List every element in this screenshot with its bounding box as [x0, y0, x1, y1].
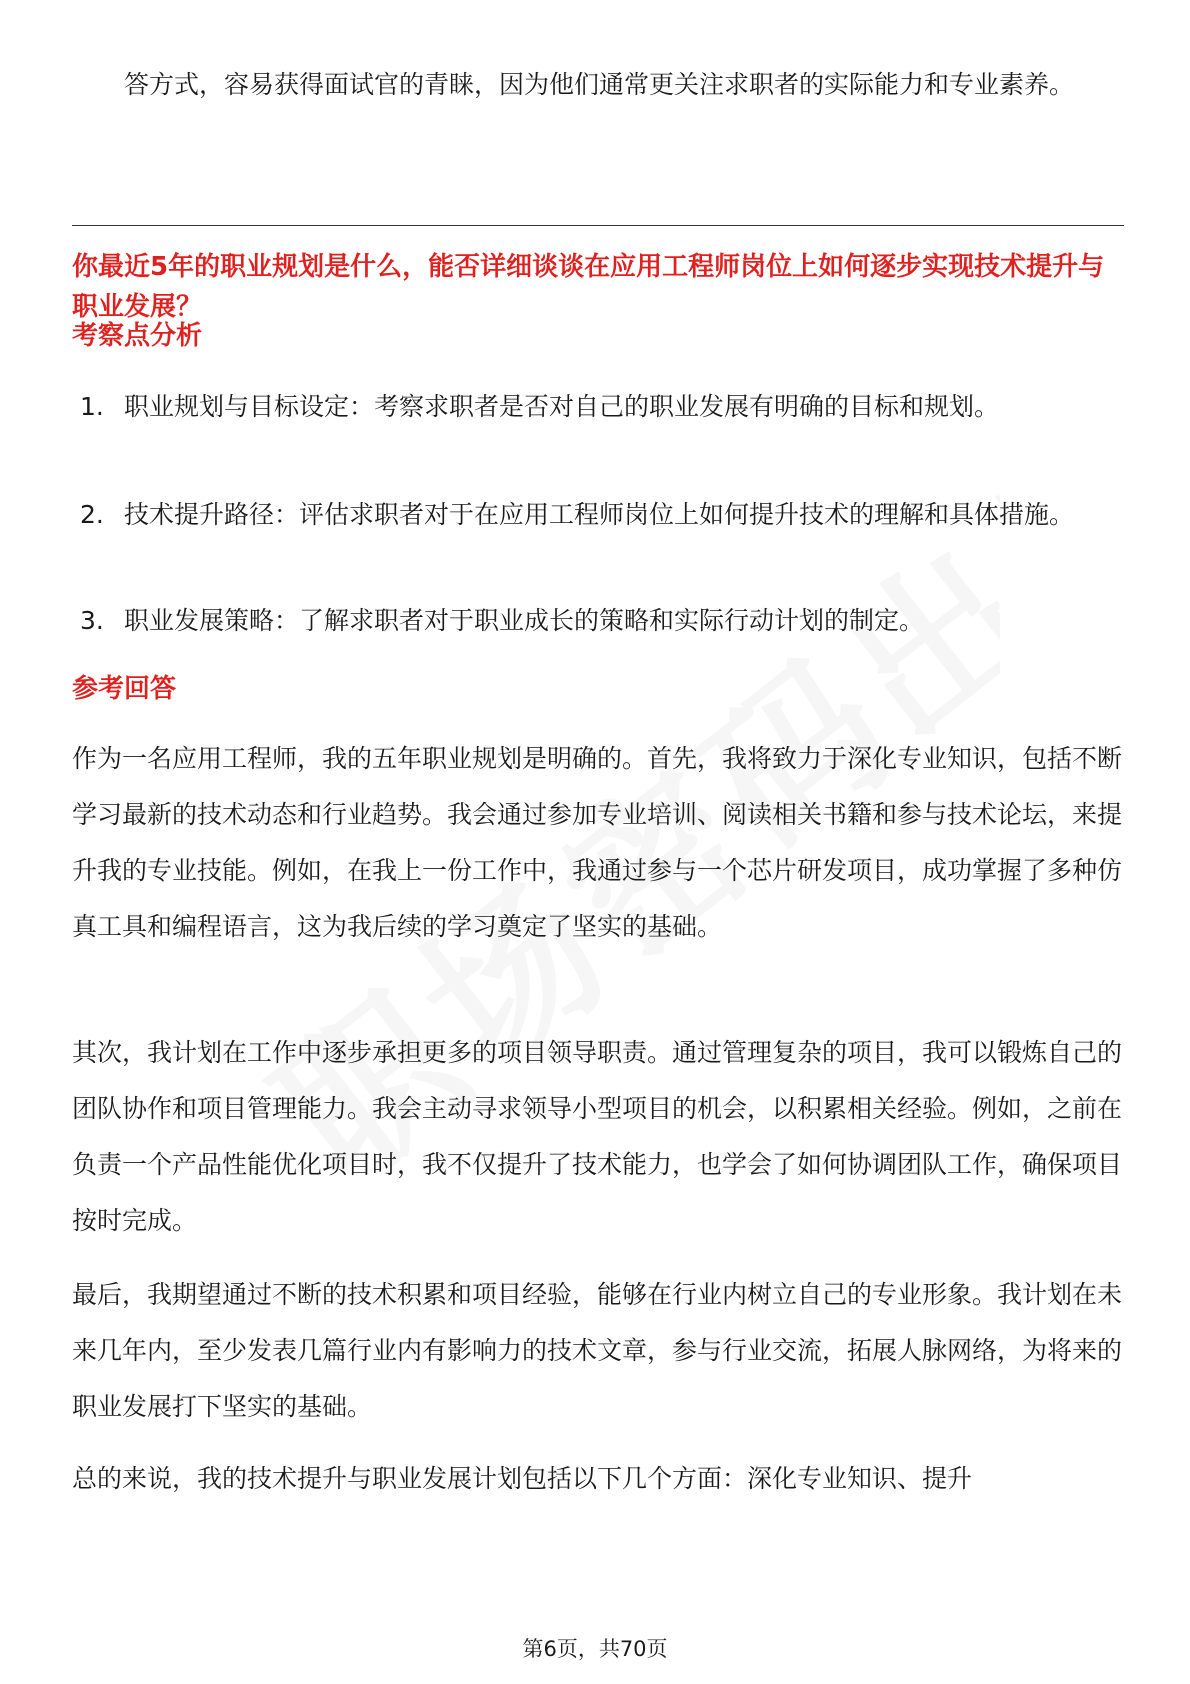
list-item-number: 1. — [80, 392, 104, 421]
answer-paragraph: 作为一名应用工程师，我的五年职业规划是明确的。首先，我将致力于深化专业知识，包括不断学习最新的技术动态和行业趋势。我会通过参加专业培训、阅读相关书籍和参与技术论坛，来提升我的专业技能。例如，在我上一份工作中，我通过参与一个芯片研发项目，成功掌握了多种仿真工具和编程语言，这为我后续的学习奠定了坚实的基础。 — [72, 744, 1123, 941]
answer-paragraph: 其次，我计划在工作中逐步承担更多的项目领导职责。通过管理复杂的项目，我可以锻炼自己的团队协作和项目管理能力。我会主动寻求领导小型项目的机会，以积累相关经验。例如，之前在负责一个产品性能优化项目时，我不仅提升了技术能力，也学会了如何协调团队工作，确保项目按时完成。 — [72, 1038, 1123, 1235]
list-item-text: 职业发展策略：了解求职者对于职业成长的策略和实际行动计划的制定。 — [124, 606, 925, 635]
section-divider — [72, 225, 1124, 226]
page-number: 第6页，共70页 — [522, 1637, 668, 1661]
answer-paragraph: 总的来说，我的技术提升与职业发展计划包括以下几个方面：深化专业知识、提升 — [72, 1464, 973, 1493]
answer-heading: 参考回答 — [72, 674, 177, 704]
analysis-heading: 考察点分析 — [72, 321, 203, 351]
question-title: 你最近5年的职业规划是什么，能否详细谈谈在应用工程师岗位上如何逐步实现技术提升与职业发展？ — [72, 252, 1105, 322]
list-item-text: 职业规划与目标设定：考察求职者是否对自己的职业发展有明确的目标和规划。 — [124, 392, 1000, 421]
intro-continuation: 答方式，容易获得面试官的青睐，因为他们通常更关注求职者的实际能力和专业素养。 — [124, 70, 1075, 99]
list-item-number: 3. — [80, 606, 104, 635]
list-item-text: 技术提升路径：评估求职者对于在应用工程师岗位上如何提升技术的理解和具体措施。 — [124, 500, 1075, 529]
answer-paragraph: 最后，我期望通过不断的技术积累和项目经验，能够在行业内树立自己的专业形象。我计划在未来几年内，至少发表几篇行业内有影响力的技术文章，参与行业交流，拓展人脉网络，为将来的职业发展打下坚实的基础。 — [72, 1280, 1123, 1421]
list-item-number: 2. — [80, 500, 104, 529]
